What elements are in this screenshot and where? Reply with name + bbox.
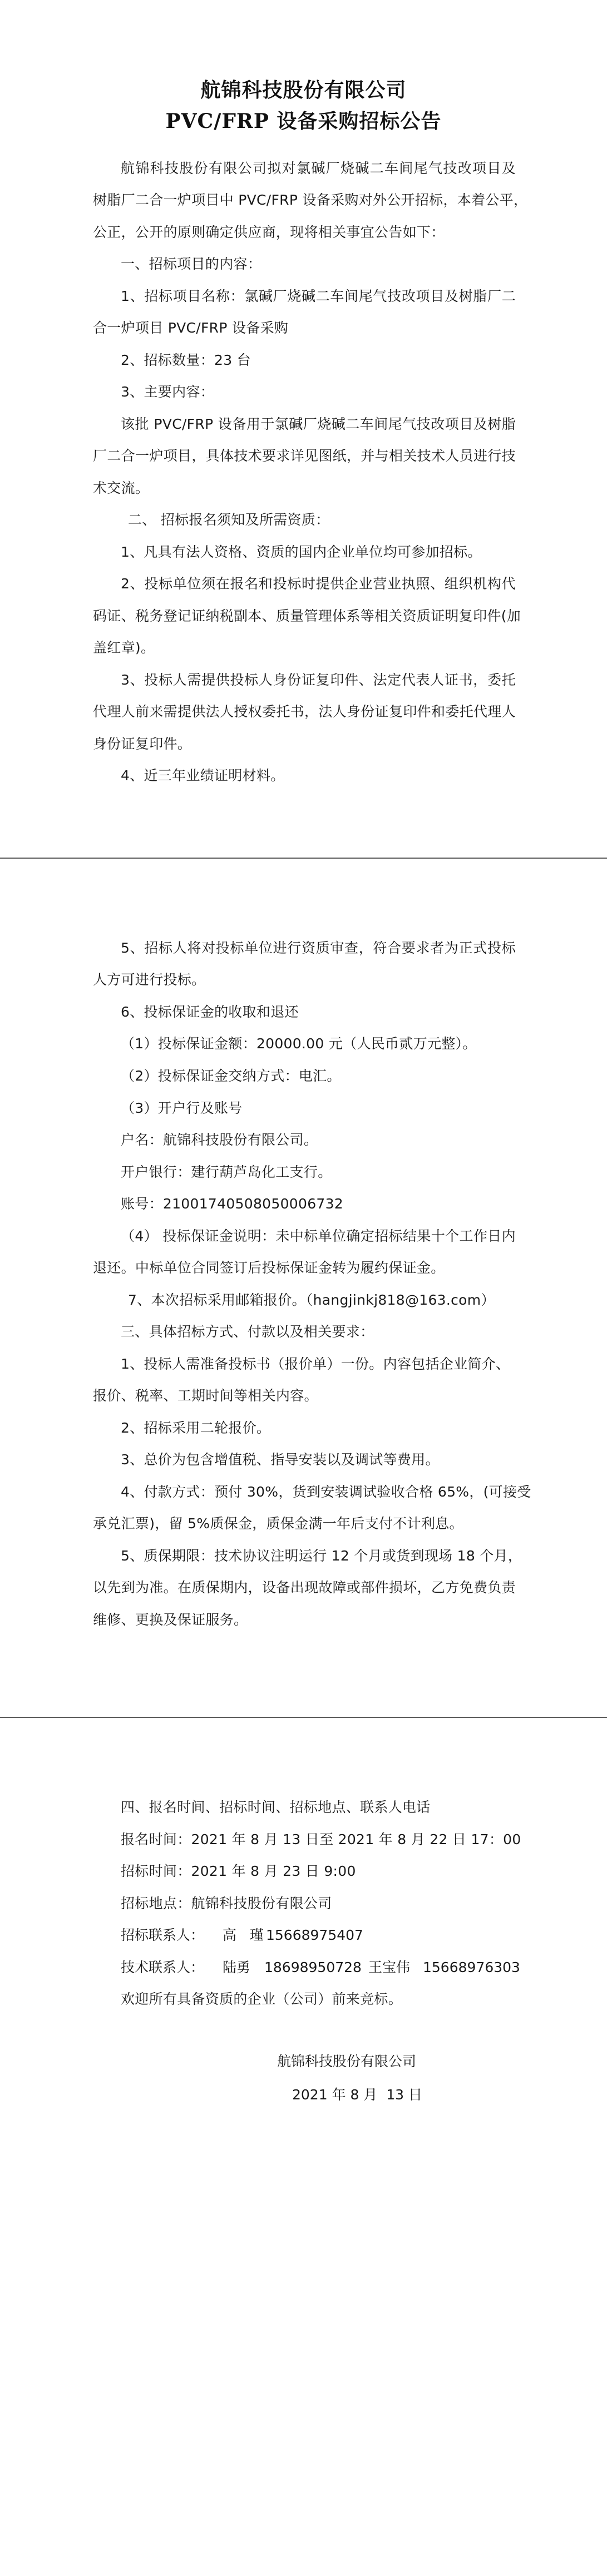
bid-location: 招标地点：航锦科技股份有限公司 bbox=[121, 1895, 332, 1911]
bid-contact-phone: 15668975407 bbox=[266, 1927, 363, 1943]
section3-heading: 三、具体招标方式、付款以及相关要求： bbox=[121, 1324, 374, 1340]
bid-time: 招标时间：2021 年 8 月 23 日 9:00 bbox=[121, 1863, 356, 1879]
section2-item2: 盖红章)。 bbox=[93, 640, 155, 656]
section1-content: 厂二合一炉项目，具体技术要求详见图纸，并与相关技术人员进行技 bbox=[93, 448, 516, 464]
intro-line: 树脂厂二合一炉项目中 PVC/FRP 设备采购对外公开招标，本着公平， bbox=[93, 192, 528, 208]
section3-item4: 4、付款方式：预付 30%，货到安装调试验收合格 65%，(可接受 bbox=[121, 1484, 531, 1500]
section3-item1: 1、投标人需准备投标书（报价单）一份。内容包括企业简介、 bbox=[121, 1356, 510, 1372]
tech-contact-name: 陆勇 bbox=[223, 1959, 251, 1975]
intro-line: 公正，公开的原则确定供应商，现将相关事宜公告如下： bbox=[93, 224, 445, 240]
section1-content: 术交流。 bbox=[93, 480, 150, 496]
section2-item4: 4、近三年业绩证明材料。 bbox=[121, 767, 285, 784]
section2-item2: 2、投标单位须在报名和投标时提供企业营业执照、组织机构代 bbox=[121, 576, 516, 592]
signature-date: 2021 年 8 月 13 日 bbox=[292, 2087, 423, 2103]
email-quote-item: 7、本次招标采用邮箱报价。（hangjinkj818@163.com） bbox=[128, 1292, 495, 1308]
section3-item5: 维修、更换及保证服务。 bbox=[93, 1612, 248, 1628]
bid-contact-name: 高 瑾 bbox=[223, 1927, 264, 1943]
bank-heading: （3）开户行及账号 bbox=[121, 1100, 243, 1116]
section3-item5: 5、质保期限：技术协议注明运行 12 个月或货到现场 18 个月， bbox=[121, 1548, 522, 1564]
section2-item3: 3、投标人需提供投标人身份证复印件、法定代表人证书，委托 bbox=[121, 672, 516, 688]
section1-item1: 合一炉项目 PVC/FRP 设备采购 bbox=[93, 320, 289, 336]
section1-heading: 一、招标项目的内容： bbox=[121, 256, 262, 272]
section3-item1: 报价、税率、工期时间等相关内容。 bbox=[93, 1388, 318, 1404]
intro-line: 航锦科技股份有限公司拟对氯碱厂烧碱二车间尾气技改项目及 bbox=[121, 160, 516, 176]
tech-contact-phone: 15668976303 bbox=[423, 1959, 520, 1975]
bid-contact-row bbox=[121, 1926, 363, 1945]
page-break-divider bbox=[0, 1717, 607, 1718]
section2-item3: 身份证复印件。 bbox=[93, 736, 192, 752]
tech-contact-phone: 18698950728 bbox=[264, 1959, 362, 1975]
bid-contact-label: 招标联系人： bbox=[121, 1927, 205, 1943]
section1-content: 该批 PVC/FRP 设备用于氯碱厂烧碱二车间尾气技改项目及树脂 bbox=[121, 416, 516, 432]
welcome-line: 欢迎所有具备资质的企业（公司）前来竞标。 bbox=[121, 1991, 403, 2007]
tech-contact-name: 王宝伟 bbox=[368, 1959, 411, 1975]
registration-time: 报名时间：2021 年 8 月 13 日至 2021 年 8 月 22 日 17：00 bbox=[121, 1831, 521, 1847]
page-break-divider bbox=[0, 858, 607, 859]
tech-contact-label: 技术联系人： bbox=[121, 1959, 205, 1975]
section2-item5: 人方可进行投标。 bbox=[93, 972, 206, 988]
doc-title-company: 航锦科技股份有限公司 bbox=[200, 78, 407, 102]
deposit-amount: （1）投标保证金额：20000.00 元（人民币贰万元整）。 bbox=[121, 1036, 477, 1052]
section3-item2: 2、招标采用二轮报价。 bbox=[121, 1420, 271, 1436]
doc-title-announcement: PVC/FRP 设备采购招标公告 bbox=[165, 110, 442, 133]
bank-name: 开户银行：建行葫芦岛化工支行。 bbox=[121, 1164, 332, 1180]
deposit-payment-method: （2）投标保证金交纳方式：电汇。 bbox=[121, 1068, 341, 1084]
section2-item5: 5、招标人将对投标单位进行资质审查，符合要求者为正式投标 bbox=[121, 940, 516, 956]
deposit-note: （4） 投标保证金说明：未中标单位确定招标结果十个工作日内 bbox=[121, 1228, 516, 1244]
tech-contact-row bbox=[121, 1958, 520, 1977]
section2-item3: 代理人前来需提供法人授权委托书，法人身份证复印件和委托代理人 bbox=[93, 704, 516, 720]
deposit-note: 退还。中标单位合同签订后投标保证金转为履约保证金。 bbox=[93, 1260, 445, 1276]
section3-item5: 以先到为准。在质保期内，设备出现故障或部件损坏，乙方免费负责 bbox=[93, 1579, 516, 1596]
section1-item2: 2、招标数量：23 台 bbox=[121, 352, 251, 368]
signature-company: 航锦科技股份有限公司 bbox=[277, 2053, 417, 2069]
section2-item1: 1、凡具有法人资格、资质的国内企业单位均可参加招标。 bbox=[121, 544, 482, 560]
section1-item3: 3、主要内容： bbox=[121, 384, 215, 400]
section1-item1: 1、招标项目名称：氯碱厂烧碱二车间尾气技改项目及树脂厂二 bbox=[121, 288, 516, 304]
section3-item3: 3、总价为包含增值税、指导安装以及调试等费用。 bbox=[121, 1452, 440, 1468]
section3-item4: 承兑汇票)，留 5%质保金，质保金满一年后支付不计利息。 bbox=[93, 1515, 463, 1532]
section2-heading: 二、 招标报名须知及所需资质： bbox=[128, 512, 330, 528]
deposit-heading: 6、投标保证金的收取和退还 bbox=[121, 1004, 299, 1020]
account-name: 户名：航锦科技股份有限公司。 bbox=[121, 1132, 318, 1148]
section4-heading: 四、报名时间、招标时间、招标地点、联系人电话 bbox=[121, 1799, 431, 1815]
section2-item2: 码证、税务登记证纳税副本、质量管理体系等相关资质证明复印件(加 bbox=[93, 608, 521, 624]
account-number: 账号：21001740508050006732 bbox=[121, 1196, 344, 1212]
